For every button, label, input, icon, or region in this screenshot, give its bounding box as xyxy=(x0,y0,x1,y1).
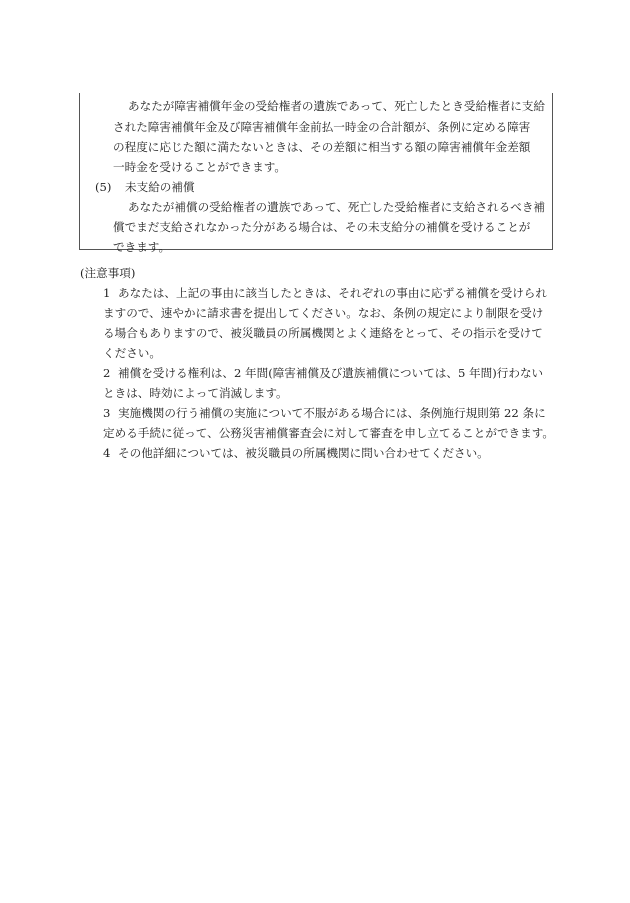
note-number: 4 xyxy=(103,446,111,460)
note-number: 2 xyxy=(103,366,111,380)
note-line: ときは、時効によって消滅します。 xyxy=(103,386,288,400)
note-number: 1 xyxy=(103,286,111,300)
note-number: 3 xyxy=(103,406,111,420)
note-line: ますので、速やかに請求書を提出してください。なお、条例の規定により制限を受け xyxy=(103,306,544,320)
box-paragraph-line: の程度に応じた額に満たないときは、その差額に相当する額の障害補償年金差額 xyxy=(113,140,531,154)
box-paragraph-line: 償でまだ支給されなかった分がある場合は、その未支給分の補償を受けることが xyxy=(113,220,531,234)
note-line: る場合もありますので、被災職員の所属機関とよく連絡をとって、その指示を受けて xyxy=(103,326,543,340)
box-paragraph-line: あなたが障害補償年金の受給権者の遺族であって、死亡したとき受給権者に支給 xyxy=(128,99,546,113)
note-line: ください。 xyxy=(103,346,161,360)
box-paragraph-line: あなたが補償の受給権者の遺族であって、死亡した受給権者に支給されるべき補 xyxy=(128,200,546,214)
box-paragraph-line: できます。 xyxy=(113,240,171,254)
note-line: 定める手続に従って、公務災害補償審査会に対して審査を申し立てることができます。 xyxy=(103,426,554,440)
box-paragraph-line: された障害補償年金及び障害補償年金前払一時金の合計額が、条例に定める障害 xyxy=(113,120,531,134)
note-line: 実施機関の行う補償の実施について不服がある場合には、条例施行規則第 22 条に xyxy=(118,406,546,420)
note-line: 補償を受ける権利は、2 年間(障害補償及び遺族補償については、5 年間)行わない xyxy=(118,366,544,380)
notes-heading: (注意事項) xyxy=(80,266,136,280)
section-heading: 未支給の補償 xyxy=(125,180,195,194)
note-line: あなたは、上記の事由に該当したときは、それぞれの事由に応ずる補償を受けられ xyxy=(118,286,547,300)
note-line: その他詳細については、被災職員の所属機関に問い合わせてください。 xyxy=(118,446,489,460)
section-number: (5) xyxy=(95,180,112,194)
box-paragraph-line: 一時金を受けることができます。 xyxy=(113,160,286,174)
